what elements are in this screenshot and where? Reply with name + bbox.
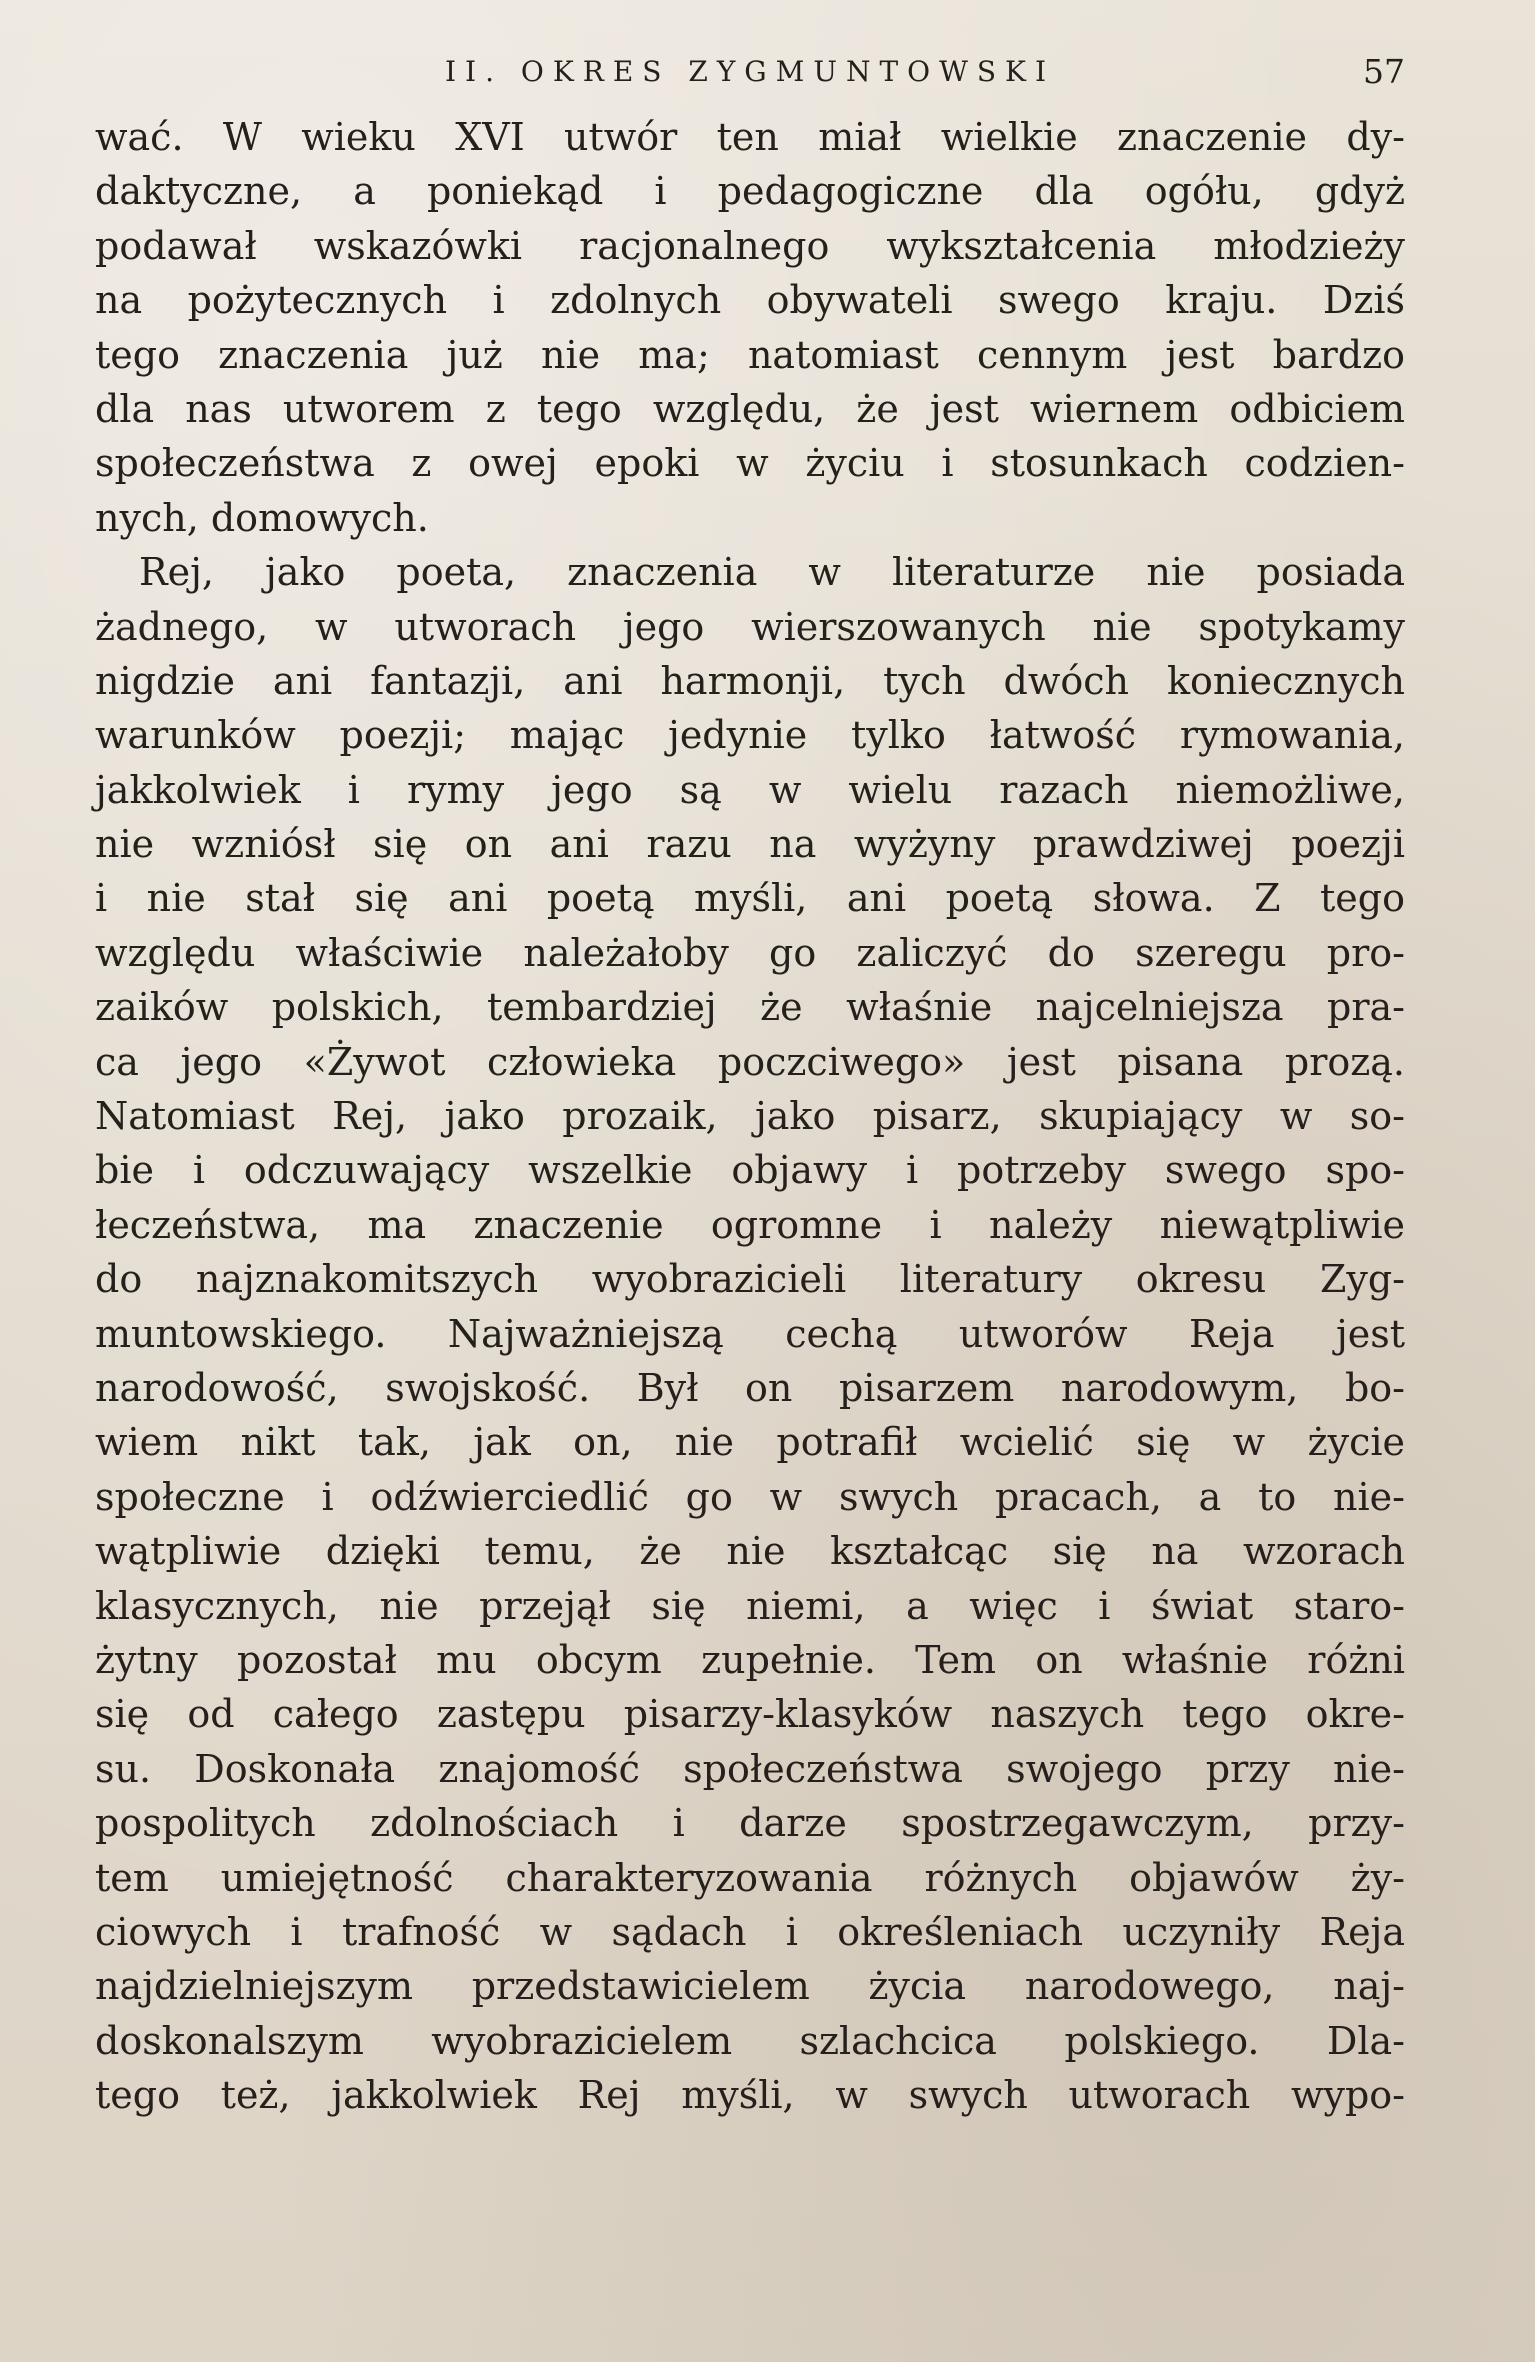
text-line: jakkolwiek i rymy jego są w wielu razach niemożliwe, <box>95 767 1405 812</box>
body-text <box>95 110 1405 2122</box>
text-line: nigdzie ani fantazji, ani harmonji, tych dwóch koniecznych <box>95 658 1405 703</box>
running-head <box>95 52 1405 92</box>
text-line: i nie stał się ani poetą myśli, ani poetą słowa. Z tego <box>95 876 1405 921</box>
running-title: II. OKRES ZYGMUNTOWSKI <box>444 55 1056 88</box>
text-line: klasycznych, nie przejął się niemi, a więc i świat staro- <box>95 1583 1405 1628</box>
text-line: doskonalszym wyobrazicielem szlachcica polskiego. Dla- <box>95 2018 1405 2063</box>
text-line: podawał wskazówki racjonalnego wykształcenia młodzieży <box>95 223 1405 268</box>
page-number: 57 <box>1363 52 1405 91</box>
text-line: su. Doskonała znajomość społeczeństwa swojego przy nie- <box>95 1746 1405 1791</box>
text-line: wiem nikt tak, jak on, nie potrafił wcielić się w życie <box>95 1420 1405 1465</box>
text-line: najdzielniejszym przedstawicielem życia narodowego, naj- <box>95 1964 1405 2009</box>
text-line: łeczeństwa, ma znaczenie ogromne i należy niewątpliwie <box>95 1202 1405 1247</box>
text-line: warunków poezji; mając jedynie tylko łatwość rymowania, <box>95 713 1405 758</box>
paragraph-start-line: Rej, jako poeta, znaczenia w literaturze nie posiada <box>139 550 1405 595</box>
text-line: bie i odczuwający wszelkie objawy i potrzeby swego spo- <box>95 1148 1405 1193</box>
text-line: dla nas utworem z tego względu, że jest wiernem odbiciem <box>95 386 1405 431</box>
text-line: ciowych i trafność w sądach i określeniach uczyniły Reja <box>95 1909 1405 1954</box>
paragraph-end-line: nych, domowych. <box>95 495 429 540</box>
text-line: daktyczne, a poniekąd i pedagogiczne dla ogółu, gdyż <box>95 169 1405 214</box>
text-line: ca jego «Żywot człowieka poczciwego» jest pisana prozą. <box>95 1039 1405 1084</box>
text-line: społeczne i odźwierciedlić go w swych pracach, a to nie- <box>95 1474 1405 1519</box>
text-line: Natomiast Rej, jako prozaik, jako pisarz, skupiający w so- <box>95 1094 1405 1139</box>
text-line: żadnego, w utworach jego wierszowanych nie spotykamy <box>95 604 1405 649</box>
text-line: muntowskiego. Najważniejszą cechą utworów Reja jest <box>95 1311 1405 1356</box>
text-line: względu właściwie należałoby go zaliczyć do szeregu pro- <box>95 930 1405 975</box>
text-line: społeczeństwa z owej epoki w życiu i stosunkach codzien- <box>95 441 1405 486</box>
text-line: żytny pozostał mu obcym zupełnie. Tem on właśnie różni <box>95 1637 1405 1682</box>
text-line: tem umiejętność charakteryzowania różnych objawów ży- <box>95 1855 1405 1900</box>
text-line: się od całego zastępu pisarzy-klasyków naszych tego okre- <box>95 1692 1405 1737</box>
text-line: tego też, jakkolwiek Rej myśli, w swych utworach wypo- <box>95 2073 1405 2118</box>
text-line: zaików polskich, tembardziej że właśnie najcelniejsza pra- <box>95 985 1405 1030</box>
text-line: tego znaczenia już nie ma; natomiast cennym jest bardzo <box>95 332 1405 377</box>
text-line: wątpliwie dzięki temu, że nie kształcąc się na wzorach <box>95 1529 1405 1574</box>
text-line: do najznakomitszych wyobrazicieli literatury okresu Zyg- <box>95 1257 1405 1302</box>
text-line: wać. W wieku XVI utwór ten miał wielkie znaczenie dy- <box>95 115 1405 159</box>
text-line: na pożytecznych i zdolnych obywateli swego kraju. Dziś <box>95 278 1405 323</box>
text-line: pospolitych zdolnościach i darze spostrzegawczym, przy- <box>95 1801 1405 1846</box>
text-line: narodowość, swojskość. Był on pisarzem narodowym, bo- <box>95 1365 1405 1410</box>
text-line: nie wzniósł się on ani razu na wyżyny prawdziwej poezji <box>95 822 1405 867</box>
